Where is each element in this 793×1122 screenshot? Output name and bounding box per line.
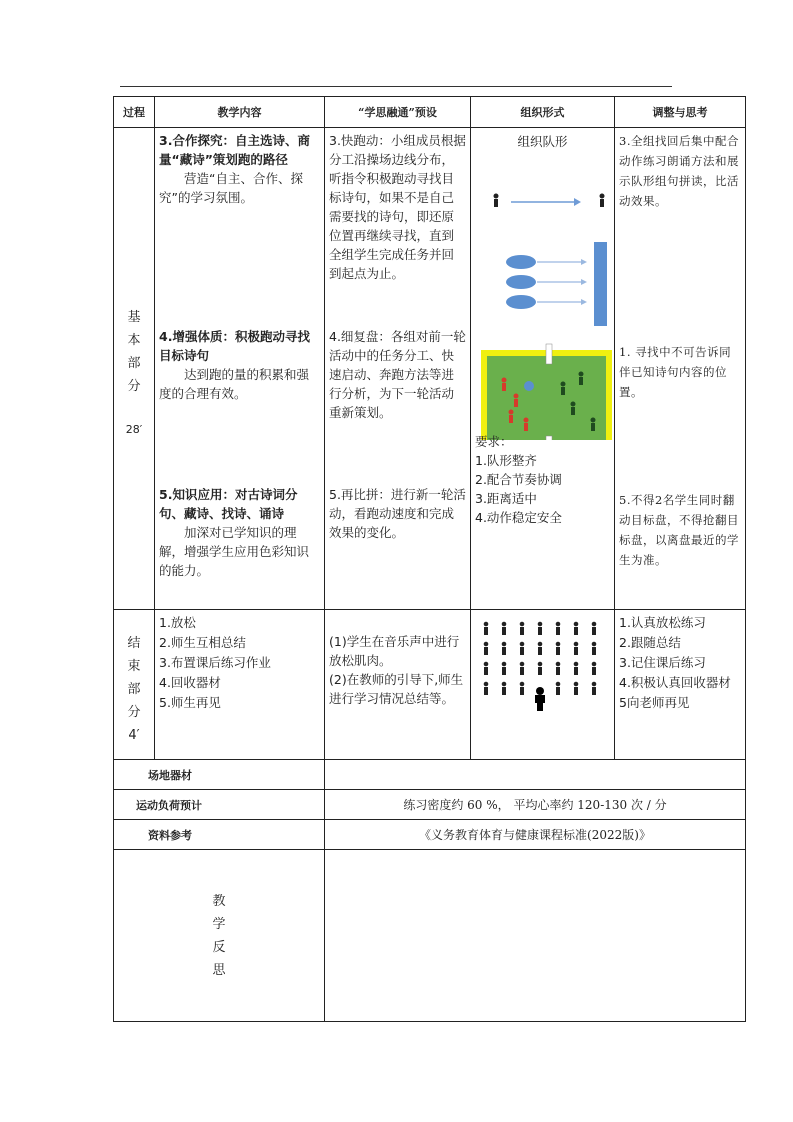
- teaching-reflection-label: [114, 850, 324, 982]
- content-title: 5.知识应用：对古诗词分句、藏诗、找诗、诵诗: [159, 487, 298, 521]
- venue-row: [114, 760, 746, 790]
- runner-left-icon: [494, 194, 499, 208]
- ending-organization-cell: [471, 610, 615, 760]
- reference-label: 资料参考: [114, 820, 325, 850]
- content-title: 4.增强体质：积极跑动寻找目标诗句: [159, 329, 310, 363]
- reflection-char: 反: [212, 940, 226, 955]
- stage-char: 部: [127, 356, 141, 371]
- list-item: 4.积极认真回收器材: [619, 675, 731, 690]
- basic-content-cell: [155, 128, 325, 610]
- reflect-text: 1. 寻找中不可告诉同伴已知诗句内容的位置。: [619, 345, 732, 399]
- target-wall: [594, 242, 607, 326]
- student-grid: [484, 622, 597, 695]
- venue-value: [325, 760, 746, 790]
- basic-part-row: [114, 128, 746, 610]
- header-row: [114, 97, 746, 128]
- basic-preset-cell: [325, 128, 471, 610]
- header-content: 教学内容: [155, 97, 325, 128]
- reference-row: [114, 820, 746, 850]
- ending-content-list: [155, 610, 324, 716]
- preset-text: 5.再比拼：进行新一轮活动，看跑动速度和完成效果的变化。: [329, 487, 466, 540]
- ending-stage-cell: [114, 610, 155, 760]
- header-organization: 组织形式: [471, 97, 615, 128]
- basic-organization-cell: [471, 128, 615, 610]
- content-body: 营造“自主、合作、探究”的学习氛围。: [159, 171, 303, 205]
- basic-stage-cell: [114, 128, 155, 610]
- ending-preset-list: [325, 610, 470, 711]
- ending-reflect-cell: [615, 610, 746, 760]
- list-item: (1)学生在音乐声中进行放松肌肉。: [329, 634, 460, 668]
- stage-char: 分: [127, 705, 141, 720]
- list-item: 3.布置课后练习作业: [159, 655, 271, 670]
- teacher-icon: [535, 687, 545, 711]
- list-item: (2)在教师的引导下,师生进行学习情况总结等。: [329, 672, 464, 706]
- list-item: 4.回收器材: [159, 675, 221, 690]
- reflect-text: 5.不得2名学生同时翻动目标盘，不得抢翻目标盘，以离盘最近的学生为准。: [619, 493, 739, 567]
- preset-text: 3.快跑动：小组成员根据分工沿操场边线分布，听指令积极跑动寻找目标诗句，如果不是自己需要找的诗句，即还原位置再继续寻找，直到全组学生完成任务并回到起点为止。: [329, 133, 466, 281]
- preset-text: 4.细复盘：各组对前一轮活动中的任务分工、快速启动、奔跑方法等进行分析，为下一轮活动重新策划。: [329, 329, 466, 420]
- stage-char: 结: [127, 636, 141, 651]
- load-label: 运动负荷预计: [114, 790, 325, 820]
- req-title: 要求：: [475, 434, 513, 449]
- reflection-char: 思: [212, 963, 226, 978]
- ending-formation-diagram: [471, 616, 614, 716]
- header-preset: “学思融通”预设: [325, 97, 471, 128]
- list-item: 2.跟随总结: [619, 635, 681, 650]
- list-item: 1.放松: [159, 615, 196, 630]
- content-block-5: [155, 482, 324, 583]
- stage-char: 基: [127, 310, 141, 325]
- top-rule: [120, 86, 672, 87]
- load-value: 练习密度约 60 %， 平均心率约 120-130 次 / 分: [325, 790, 746, 820]
- header-reflection: 调整与思考: [615, 97, 746, 128]
- teaching-reflection-label-cell: [114, 850, 325, 1022]
- venue-label: 场地器材: [114, 760, 325, 790]
- content-block-4: [155, 324, 324, 482]
- req-item: 3.距离适中: [475, 491, 537, 506]
- ending-preset-cell: [325, 610, 471, 760]
- basic-stage-label: [114, 128, 154, 441]
- list-item: 2.师生互相总结: [159, 635, 246, 650]
- basic-reflect-cell: [615, 128, 746, 610]
- header-process: 过程: [114, 97, 155, 128]
- ball-icon: [524, 381, 534, 391]
- ending-stage-label: [114, 610, 154, 747]
- stage-char: 部: [127, 682, 141, 697]
- list-item: 5向老师再见: [619, 695, 690, 710]
- reflect-text: 3.全组找回后集中配合动作练习朗诵方法和展示队形组句拼读，比活动效果。: [619, 134, 739, 208]
- arrow-head: [574, 198, 581, 206]
- content-title: 3.合作探究：自主选诗、商量“藏诗”策划跑的路径: [159, 133, 310, 167]
- load-row: [114, 790, 746, 820]
- list-item: 5.师生再见: [159, 695, 221, 710]
- requirements: [471, 432, 614, 530]
- reflection-char: 教: [212, 894, 226, 909]
- ending-reflect-list: [615, 610, 745, 716]
- stage-char: 本: [127, 333, 141, 348]
- runner-right-icon: [600, 194, 605, 208]
- stage-char: 分: [127, 379, 141, 394]
- basic-time: 28′: [125, 423, 143, 436]
- lesson-plan-table: [113, 96, 746, 1022]
- goal-bottom: [546, 436, 552, 440]
- content-body: 达到跑的量的积累和强度的合理有效。: [159, 367, 310, 401]
- ending-part-row: [114, 610, 746, 760]
- group-ellipse: [506, 295, 536, 309]
- ending-time: 4′: [128, 728, 140, 743]
- group-ellipse: [506, 275, 536, 289]
- teaching-reflection-content: [325, 850, 746, 1022]
- content-body: 加深对已学知识的理解，增强学生应用色彩知识的能力。: [159, 525, 310, 578]
- req-item: 1.队形整齐: [475, 453, 537, 468]
- formation-diagram: [471, 150, 614, 440]
- goal-top: [546, 344, 552, 364]
- content-block-3: [155, 128, 324, 324]
- field: [487, 356, 606, 440]
- reference-value: 《义务教育体育与健康课程标准(2022版)》: [325, 820, 746, 850]
- group-ellipse: [506, 255, 536, 269]
- ending-content-cell: [155, 610, 325, 760]
- stage-char: 束: [127, 659, 141, 674]
- teaching-reflection-row: [114, 850, 746, 1022]
- list-item: 1.认真放松练习: [619, 615, 706, 630]
- req-item: 2.配合节奏协调: [475, 472, 562, 487]
- req-item: 4.动作稳定安全: [475, 510, 562, 525]
- org-title: 组织队形: [517, 134, 568, 149]
- list-item: 3.记住课后练习: [619, 655, 706, 670]
- reflection-char: 学: [212, 917, 226, 932]
